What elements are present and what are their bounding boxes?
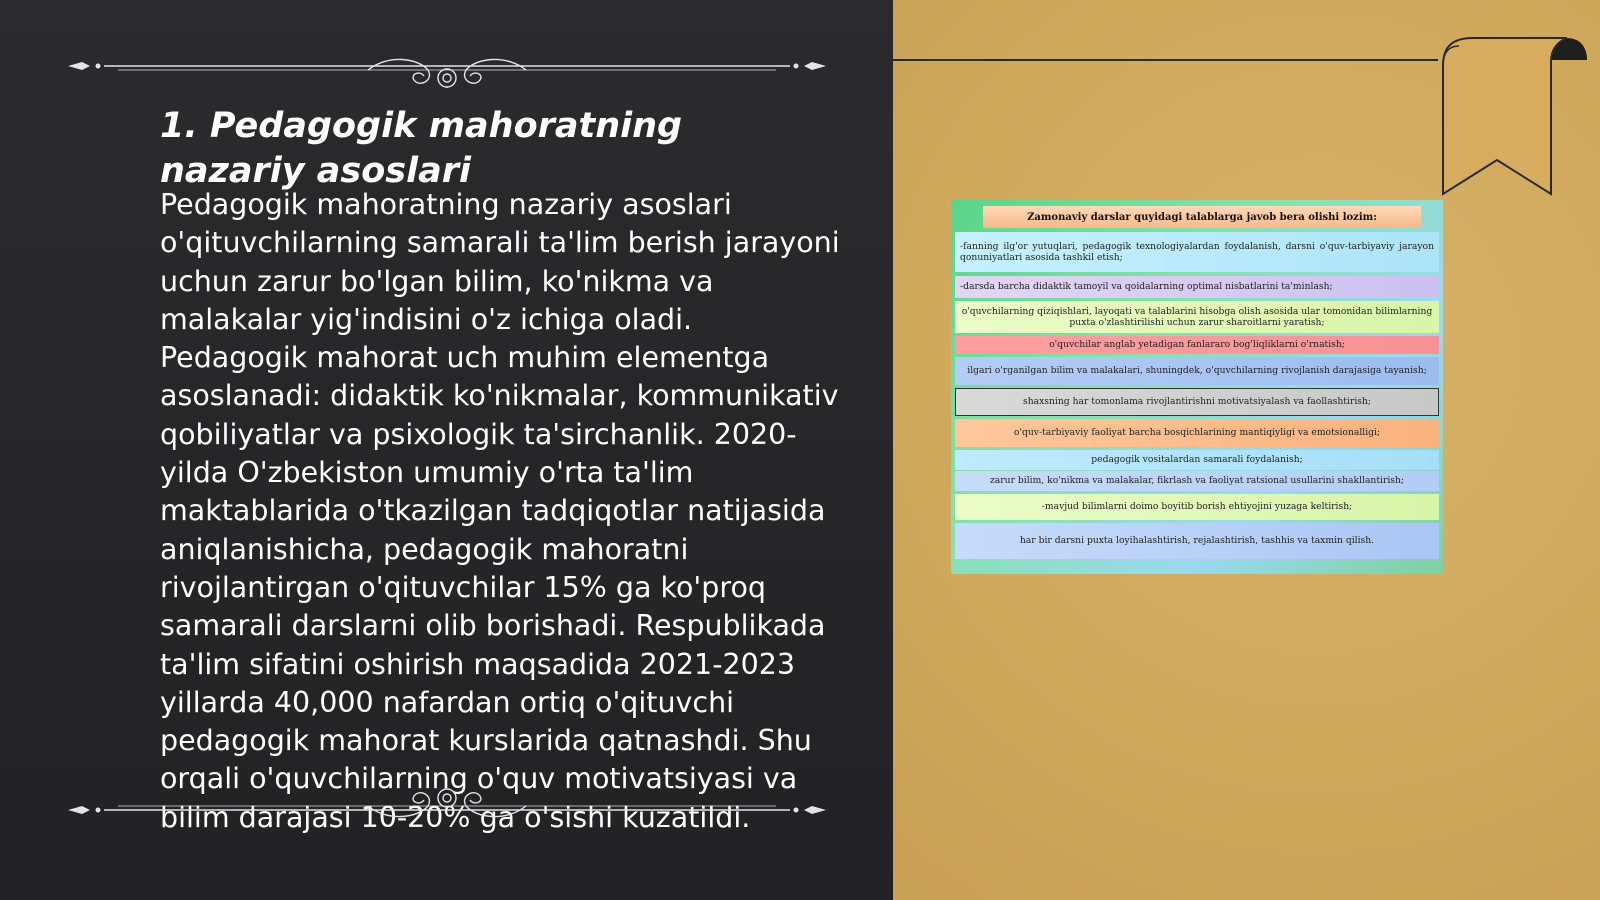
table-row: zarur bilim, ko'nikma va malakalar, fikrlash va faoliyat ratsional usullarini shakllantirish; (955, 471, 1439, 491)
slide-right-panel (893, 0, 1600, 900)
table-row: -fanning ilg'or yutuqlari, pedagogik texnologiyalardan foydalanish, darsni o'quv-tarbiyaviy jarayon qonuniyatlari asosida tashkil etish; (955, 232, 1439, 272)
table-row: o'quvchilarning qiziqishlari, layoqati va talablarini hisobga olish asosida ular tomonidan bilimlarning puxta o'zlashtirilishi uchun zarur sharoitlarni yaratish; (955, 301, 1439, 333)
table-row: pedagogik vositalardan samarali foydalanish; (955, 450, 1439, 470)
bottom-scroll-divider-icon (68, 788, 826, 828)
top-divider-line (893, 59, 1438, 61)
lesson-requirements-table (951, 200, 1443, 574)
top-scroll-divider-icon (68, 48, 826, 88)
table-heading: Zamonaviy darslar quyidagi talablarga javob bera olishi lozim: (983, 206, 1421, 228)
table-row: ilgari o'rganilgan bilim va malakalari, shuningdek, o'quvchilarning rivojlanish darajasiga tayanish; (955, 357, 1439, 385)
slide-body-text: Pedagogik mahoratning nazariy asoslari o'qituvchilarning samarali ta'lim berish jarayoni uchun zarur bo'lgan bilim, ko'nikma va malakalar yig'indisini o'z ichiga oladi. Pedagogik mahorat uch muhim elementga asoslanadi: didaktik ko'nikmalar, kommunikativ qobiliyatlar va psixologik ta'sirchanlik. 2020-yilda O'zbekiston umumiy o'rta ta'lim maktablarida o'tkazilgan tadqiqotlar natijasida aniqlanishicha, pedagogik mahoratni rivojlantirgan o'qituvchilar 15% ga ko'proq samarali darslarni olib borishadi. Respublikada ta'lim sifatini oshirish maqsadida 2021-2023 yillarda 40,000 nafardan ortiq o'qituvchi pedagogik mahorat kurslarida qatnashdi. Shu orqali o'quvchilarning o'quv motivatsiyasi va bilim darajasi 10-20% ga o'sishi kuzatildi. (160, 188, 840, 834)
table-row: o'quvchilar anglab yetadigan fanlararo bog'liqliklarni o'rnatish; (955, 336, 1439, 354)
bookmark-ribbon-icon (1433, 36, 1593, 201)
table-row: o'quv-tarbiyaviy faoliyat barcha bosqichlarining mantiqiyligi va emotsionalligi; (955, 419, 1439, 447)
table-row: shaxsning har tomonlama rivojlantirishni motivatsiyalash va faollashtirish; (955, 388, 1439, 416)
table-row: -darsda barcha didaktik tamoyil va qoidalarning optimal nisbatlarini ta'minlash; (955, 276, 1439, 298)
table-row: har bir darsni puxta loyihalashtirish, rejalashtirish, tashhis va taxmin qilish. (955, 523, 1439, 559)
slide-title: 1. Pedagogik mahoratning nazariy asoslari (160, 106, 683, 191)
table-row: -mavjud bilimlarni doimo boyitib borish ehtiyojini yuzaga keltirish; (955, 494, 1439, 520)
